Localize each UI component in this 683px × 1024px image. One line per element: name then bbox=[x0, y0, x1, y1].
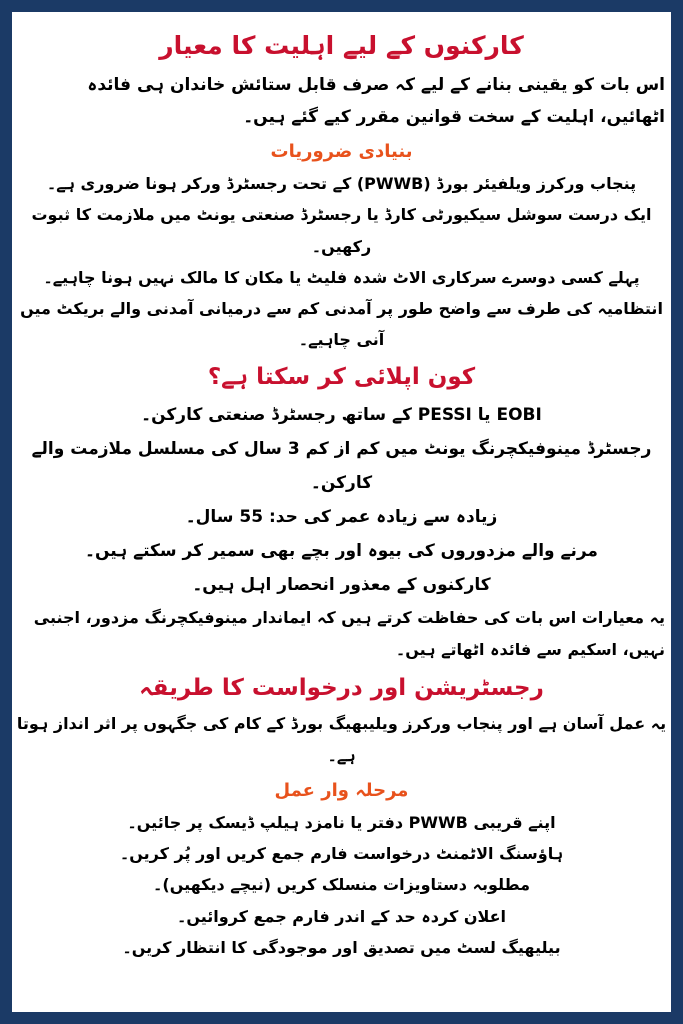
who-can-apply-heading: کون اپلائی کر سکتا ہے؟ bbox=[207, 364, 476, 391]
list-item: اپنے قریبی PWWB دفتر یا نامزد ہیلپ ڈیسک پر جائیں۔ bbox=[127, 812, 556, 832]
list-item: مطلوبہ دستاویزات منسلک کریں (نیچے دیکھیں)۔ bbox=[153, 875, 530, 895]
list-item: کارکنوں کے معذور انحصار اہل ہیں۔ bbox=[192, 574, 491, 595]
intro-paragraph: اس بات کو یقینی بنانے کے لیے کہ صرف قابل ستائش خاندان ہی فائدہ اٹھائیں، اہلیت کے سخت قوانین مقرر کیے گئے ہیں۔ bbox=[87, 74, 665, 127]
list-item: پہلے کسی دوسرے سرکاری الاٹ شدہ فلیٹ یا مکان کا مالک نہیں ہونا چاہیے۔ bbox=[43, 267, 640, 287]
page-title: کارکنوں کے لیے اہلیت کا معیار bbox=[159, 31, 524, 60]
criteria-note: یہ معیارات اس بات کی حفاظت کرتے ہیں کہ ایماندار مینوفیکچرنگ مزدور، اجنبی نہیں، اسکیم سے فائدہ اٹھاتے ہیں۔ bbox=[33, 607, 665, 659]
basic-requirements-heading: بنیادی ضروریات bbox=[270, 141, 413, 163]
list-item: ہاؤسنگ الاٹمنٹ درخواست فارم جمع کریں اور پُر کریں۔ bbox=[119, 844, 564, 864]
basic-requirements-section bbox=[12, 139, 671, 355]
registration-heading: رجسٹریشن اور درخواست کا طریقہ bbox=[139, 674, 544, 701]
list-item: اعلان کردہ حد کے اندر فارم جمع کروائیں۔ bbox=[176, 906, 507, 926]
who-can-apply-section bbox=[12, 361, 671, 665]
list-item: ایک درست سوشل سیکیورٹی کارڈ یا رجسٹرڈ صنعتی یونٹ میں ملازمت کا ثبوت رکھیں۔ bbox=[31, 205, 652, 256]
list-item: رجسٹرڈ مینوفیکچرنگ یونٹ میں کم از کم 3 سال کی مسلسل ملازمت والے کارکن۔ bbox=[31, 438, 652, 493]
registration-section bbox=[12, 672, 671, 963]
registration-intro: یہ عمل آسان ہے اور پنجاب ورکرز ویلیبھیگ بورڈ کے کام کی جگہوں پر اثر انداز ہوتا ہے۔ bbox=[16, 713, 667, 765]
list-item: مرنے والے مزدوروں کی بیوہ اور بچے بھی سمیر کر سکتے ہیں۔ bbox=[85, 540, 598, 561]
list-item: EOBI یا PESSI کے ساتھ رجسٹرڈ صنعتی کارکن۔ bbox=[141, 404, 542, 425]
basic-requirements-list bbox=[12, 168, 671, 355]
list-item: پنجاب ورکرز ویلفیئر بورڈ (PWWB) کے تحت رجسٹرڈ ورکر ہونا ضروری ہے۔ bbox=[46, 174, 637, 194]
article-page bbox=[12, 12, 671, 1012]
list-item: انتظامیہ کی طرف سے واضح طور پر آمدنی کم سے درمیانی آمدنی والے بریکٹ میں آنی چاہیے۔ bbox=[20, 299, 663, 350]
list-item: زیادہ سے زیادہ عمر کی حد: 55 سال۔ bbox=[185, 506, 498, 527]
who-can-apply-list bbox=[12, 398, 671, 602]
list-item: بیلیھیگ لسٹ میں تصدیق اور موجودگی کا انتظار کریں۔ bbox=[122, 937, 561, 957]
steps-heading: مرحلہ وار عمل bbox=[274, 779, 409, 801]
steps-list bbox=[12, 807, 671, 963]
